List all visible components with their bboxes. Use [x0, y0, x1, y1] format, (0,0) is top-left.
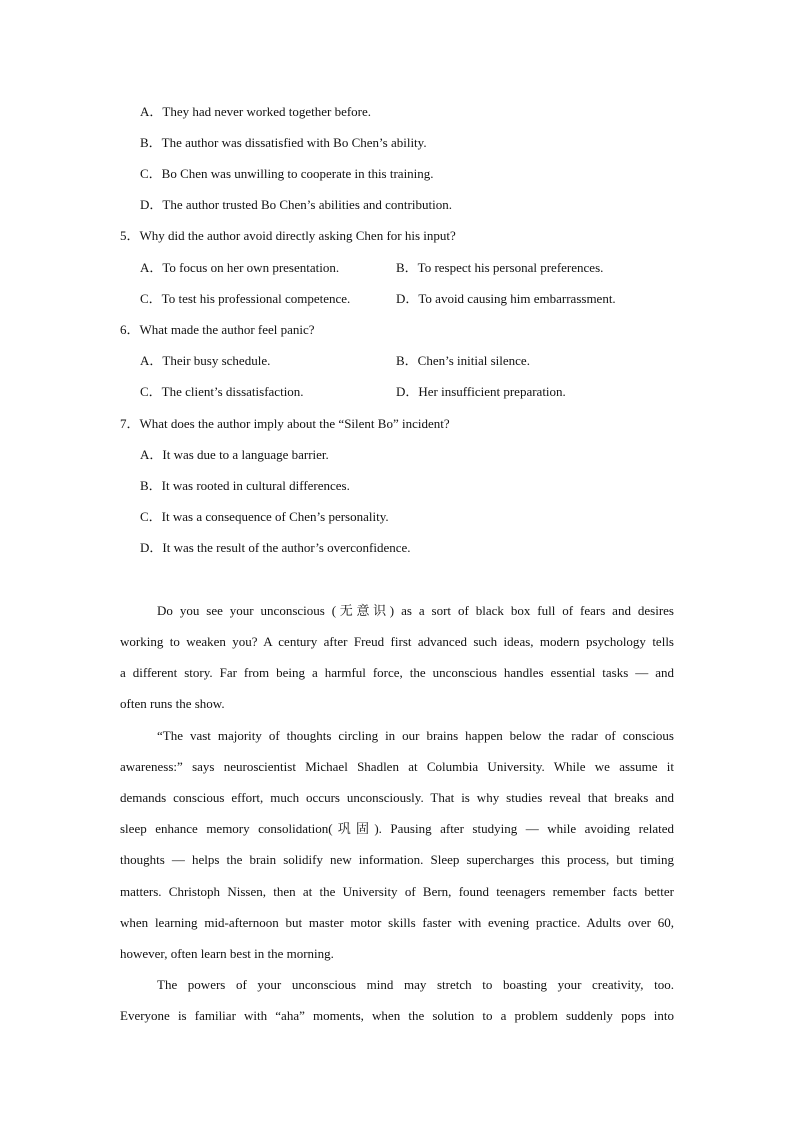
option-letter: A． [140, 353, 163, 368]
q6-option-d [396, 384, 566, 400]
option-letter: D． [396, 384, 419, 399]
option-letter: D． [396, 291, 419, 306]
passage-line: often runs the show. [120, 696, 225, 711]
passage-line: a different story. Far from being a harmful force, the unconscious handles essential tasks — and [120, 665, 674, 680]
option-text: It was due to a language barrier. [162, 447, 329, 462]
passage-line: sleep enhance memory consolidation(巩固). Pausing after studying — while avoiding related [120, 821, 674, 836]
q6-option-b [396, 353, 530, 369]
passage-line: demands conscious effort, much occurs unconsciously. That is why studies reveal that breaks and [120, 790, 674, 805]
option-text: Bo Chen was unwilling to cooperate in this training. [161, 166, 434, 181]
option-letter: A． [140, 447, 163, 462]
q6-stem: 6．What made the author feel panic? [120, 322, 315, 337]
option-letter: C． [140, 291, 162, 306]
option-letter: B． [140, 478, 162, 493]
option-text: The client’s dissatisfaction. [161, 384, 304, 399]
q7-option-a [140, 447, 329, 463]
q5-option-d [396, 291, 616, 307]
option-letter: B． [396, 353, 418, 368]
q4-option-c [140, 166, 434, 182]
option-text: The author was dissatisfied with Bo Chen’s ability. [161, 135, 427, 150]
option-letter: A． [140, 260, 163, 275]
option-text: To focus on her own presentation. [162, 260, 340, 275]
q7-option-d [140, 540, 411, 556]
q5-option-b [396, 260, 603, 276]
option-text: To respect his personal preferences. [417, 260, 604, 275]
option-letter: D． [140, 540, 163, 555]
passage-line: matters. Christoph Nissen, then at the University of Bern, found teenagers remember facts better [120, 884, 674, 899]
option-text: The author trusted Bo Chen’s abilities and contribution. [162, 197, 452, 212]
q6-option-c [140, 384, 304, 400]
option-text: To test his professional competence. [161, 291, 351, 306]
q4-option-b [140, 135, 427, 151]
option-text: Her insufficient preparation. [418, 384, 566, 399]
option-text: It was the result of the author’s overconfidence. [162, 540, 411, 555]
option-letter: B． [396, 260, 418, 275]
option-letter: B． [140, 135, 162, 150]
option-letter: D． [140, 197, 163, 212]
passage-line: Everyone is familiar with “aha” moments, when the solution to a problem suddenly pops into [120, 1008, 674, 1023]
option-text: It was rooted in cultural differences. [161, 478, 350, 493]
passage-line: working to weaken you? A century after Freud first advanced such ideas, modern psychology tells [120, 634, 674, 649]
option-text: It was a consequence of Chen’s personality. [161, 509, 389, 524]
option-text: To avoid causing him embarrassment. [418, 291, 616, 306]
q4-option-a [140, 104, 371, 120]
passage-line: thoughts — helps the brain solidify new information. Sleep supercharges this process, but timing [120, 852, 674, 867]
passage-line: The powers of your unconscious mind may stretch to boasting your creativity, too. [157, 977, 674, 992]
q4-option-d [140, 197, 452, 213]
option-text: Chen’s initial silence. [417, 353, 530, 368]
q7-option-c [140, 509, 389, 525]
option-letter: C． [140, 384, 162, 399]
option-text: Their busy schedule. [162, 353, 271, 368]
passage-line: however, often learn best in the morning. [120, 946, 334, 961]
q5-option-c [140, 291, 350, 307]
option-letter: A． [140, 104, 163, 119]
option-letter: C． [140, 166, 162, 181]
passage-line: “The vast majority of thoughts circling in our brains happen below the radar of conscious [157, 728, 674, 743]
q6-option-a [140, 353, 270, 369]
passage-line: Do you see your unconscious (无意识) as a sort of black box full of fears and desires [157, 603, 674, 618]
q7-option-b [140, 478, 350, 494]
q7-stem: 7．What does the author imply about the “Silent Bo” incident? [120, 416, 450, 431]
option-text: They had never worked together before. [162, 104, 372, 119]
passage-line: awareness:” says neuroscientist Michael Shadlen at Columbia University. While we assume it [120, 759, 674, 774]
q5-option-a [140, 260, 339, 276]
option-letter: C． [140, 509, 162, 524]
q5-stem: 5．Why did the author avoid directly asking Chen for his input? [120, 228, 456, 243]
passage-line: when learning mid-afternoon but master motor skills faster with evening practice. Adults over 60, [120, 915, 674, 930]
